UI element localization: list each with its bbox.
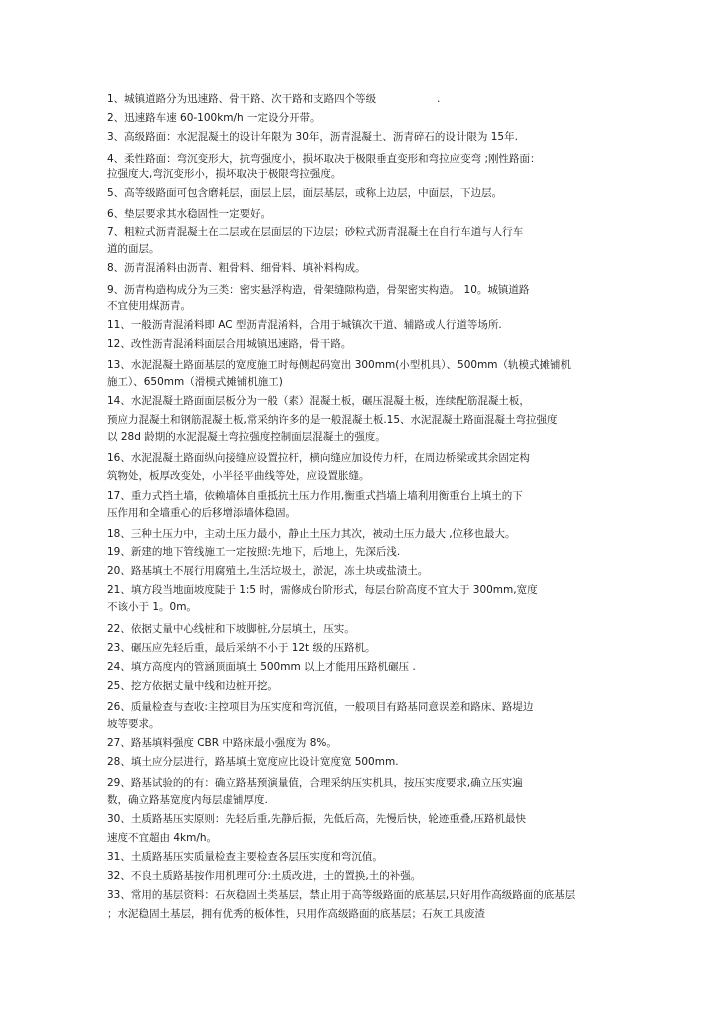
text-line: 20、路基填土不展行用腐殖土,生活垃圾土，淤泥，冻土块或盐渍土。	[107, 565, 429, 577]
text-line: 25、挖方依据丈量中线和边桩开挖。	[107, 680, 278, 692]
text-line: 1、城镇道路分为迅速路、骨干路、次干路和支路四个等级	[107, 93, 377, 105]
text-line: 不该小于 1。0m。	[107, 601, 197, 613]
text-line: 拉强度大,弯沉变形小，损坏取决于极限弯拉强度。	[107, 168, 342, 180]
text-line: 预应力混凝土和钢筋混凝土板,常采纳许多的是一般混凝土板.15、水泥混凝土路面混凝土弯拉强度	[107, 414, 558, 426]
text-line: 6、垫层要求其水稳固性一定要好。	[107, 208, 272, 220]
text-line: 29、路基试验的的有：确立路基预演量值，合理采纳压实机具，按压实度要求,确立压实遍	[107, 777, 523, 789]
text-line: 速度不宜超由 4km/h。	[107, 832, 218, 844]
text-line: 31、土质路基压实质量检查主要检查各层压实度和弯沉值。	[107, 851, 383, 863]
text-line: 道的面层。	[107, 243, 160, 255]
text-line: 19、新建的地下管线施工一定按照:先地下，后地上，先深后浅.	[107, 546, 401, 558]
text-line: 筑物处，板厚改变处，小半径平曲线等处，应设置胀缝。	[107, 470, 370, 482]
text-line: 以 28d 龄期的水泥混凝土弯拉强度控制面层混凝土的强度。	[107, 431, 386, 443]
text-line: 27、路基填料强度 CBR 中路床最小强度为 8%。	[107, 737, 337, 749]
text-line: 17、重力式挡土墙，依赖墙体自重抵抗土压力作用,衡重式挡墙上墙利用衡重台上填土的下	[107, 490, 523, 502]
text-line: 18、三种土压力中，主动土压力最小，静止土压力其次，被动土压力最大 ,位移也最大。	[107, 528, 516, 540]
text-line: 12、改性沥青混淆料面层合用城镇迅速路，骨干路。	[107, 338, 352, 350]
text-line: 5、高等级路面可包含磨耗层，面层上层，面层基层，或称上边层，中面层，下边层。	[107, 187, 503, 199]
text-line: 13、水泥混凝土路面基层的宽度施工时每侧起码宽出 300mm(小型机具）、500mm（轨模式摊铺机	[107, 359, 572, 371]
text-line: 23、碾压应先轻后重，最后采纳不小于 12t 级的压路机。	[107, 642, 376, 654]
text-line: 14、水泥混凝土路面面层板分为一般（素）混凝土板，碾压混凝土板，连续配筋混凝土板，	[107, 395, 530, 407]
text-line: ；水泥稳固土基层，拥有优秀的板体性，只用作高级路面的底基层；石灰工具废渣	[107, 908, 485, 920]
text-line: 2、迅速路车速 60-100km/h 一定设分开带。	[107, 112, 321, 124]
text-line: 8、沥青混淆料由沥青、粗骨料、细骨料、填补料构成。	[107, 262, 366, 274]
text-line: 16、水泥混凝土路面纵向接缝应设置拉杆，横向缝应加设传力杆，在周边桥梁或其余固定构	[107, 452, 530, 464]
text-line: 坡等要求。	[107, 718, 160, 730]
text-line: 32、不良土质路基按作用机理可分:土质改进，土的置换,土的补强。	[107, 870, 422, 882]
text-line: 33、常用的基层资料：石灰稳固土类基层，禁止用于高等级路面的底基层,只好用作高级路面的底基层	[107, 889, 576, 901]
text-line: 7、粗粒式沥青混凝土在二层或在层面层的下边层；砂粒式沥青混凝土在自行车道与人行车	[107, 226, 524, 238]
text-line: 24、填方高度内的管涵顶面填土 500mm 以上才能用压路机碾压 .	[107, 661, 416, 673]
text-line: 3、高级路面：水泥混凝土的设计年限为 30年，沥青混凝土、沥青碎石的设计限为 15年.	[107, 131, 518, 143]
text-line: 9、沥青构造构成分为三类：密实悬浮构造，骨架缝隙构造，骨架密实构造。 10。城镇道路	[107, 284, 530, 296]
text-line: 26、质量检查与查收:主控项目为压实度和弯沉值，一般项目有路基同意误差和路床、路堤边	[107, 701, 534, 713]
text-line: 4、柔性路面：弯沉变形大，抗弯强度小，损坏取决于极限垂直变形和弯拉应变弯 ;刚性路面：	[107, 153, 541, 165]
text-line: 不宜使用煤沥青。	[107, 300, 191, 312]
text-line: 施工）、650mm（滑模式摊铺机施工)	[107, 376, 283, 388]
text-line: 压作用和全墙重心的后移增添墙体稳固。	[107, 507, 296, 519]
text-line: 数，确立路基宽度内每层虚铺厚度.	[107, 794, 268, 806]
text-line: 11、一般沥青混淆料即 AC 型沥青混淆料，合用于城镇次干道、辅路或人行道等场所.	[107, 319, 502, 331]
text-line: 28、填土应分层进行，路基填土宽度应比设计宽度宽 500mm.	[107, 756, 399, 768]
stray-mark: .	[437, 93, 441, 105]
text-line: 21、填方段当地面坡度陡于 1:5 时，需修成台阶形式，每层台阶高度不宜大于 300mm,宽度	[107, 584, 538, 596]
text-line: 30、土质路基压实原则：先轻后重,先静后振，先低后高，先慢后快，轮迹重叠,压路机最快	[107, 813, 527, 825]
text-line: 22、依据丈量中心线桩和下坡脚桩,分层填土，压实。	[107, 623, 355, 635]
